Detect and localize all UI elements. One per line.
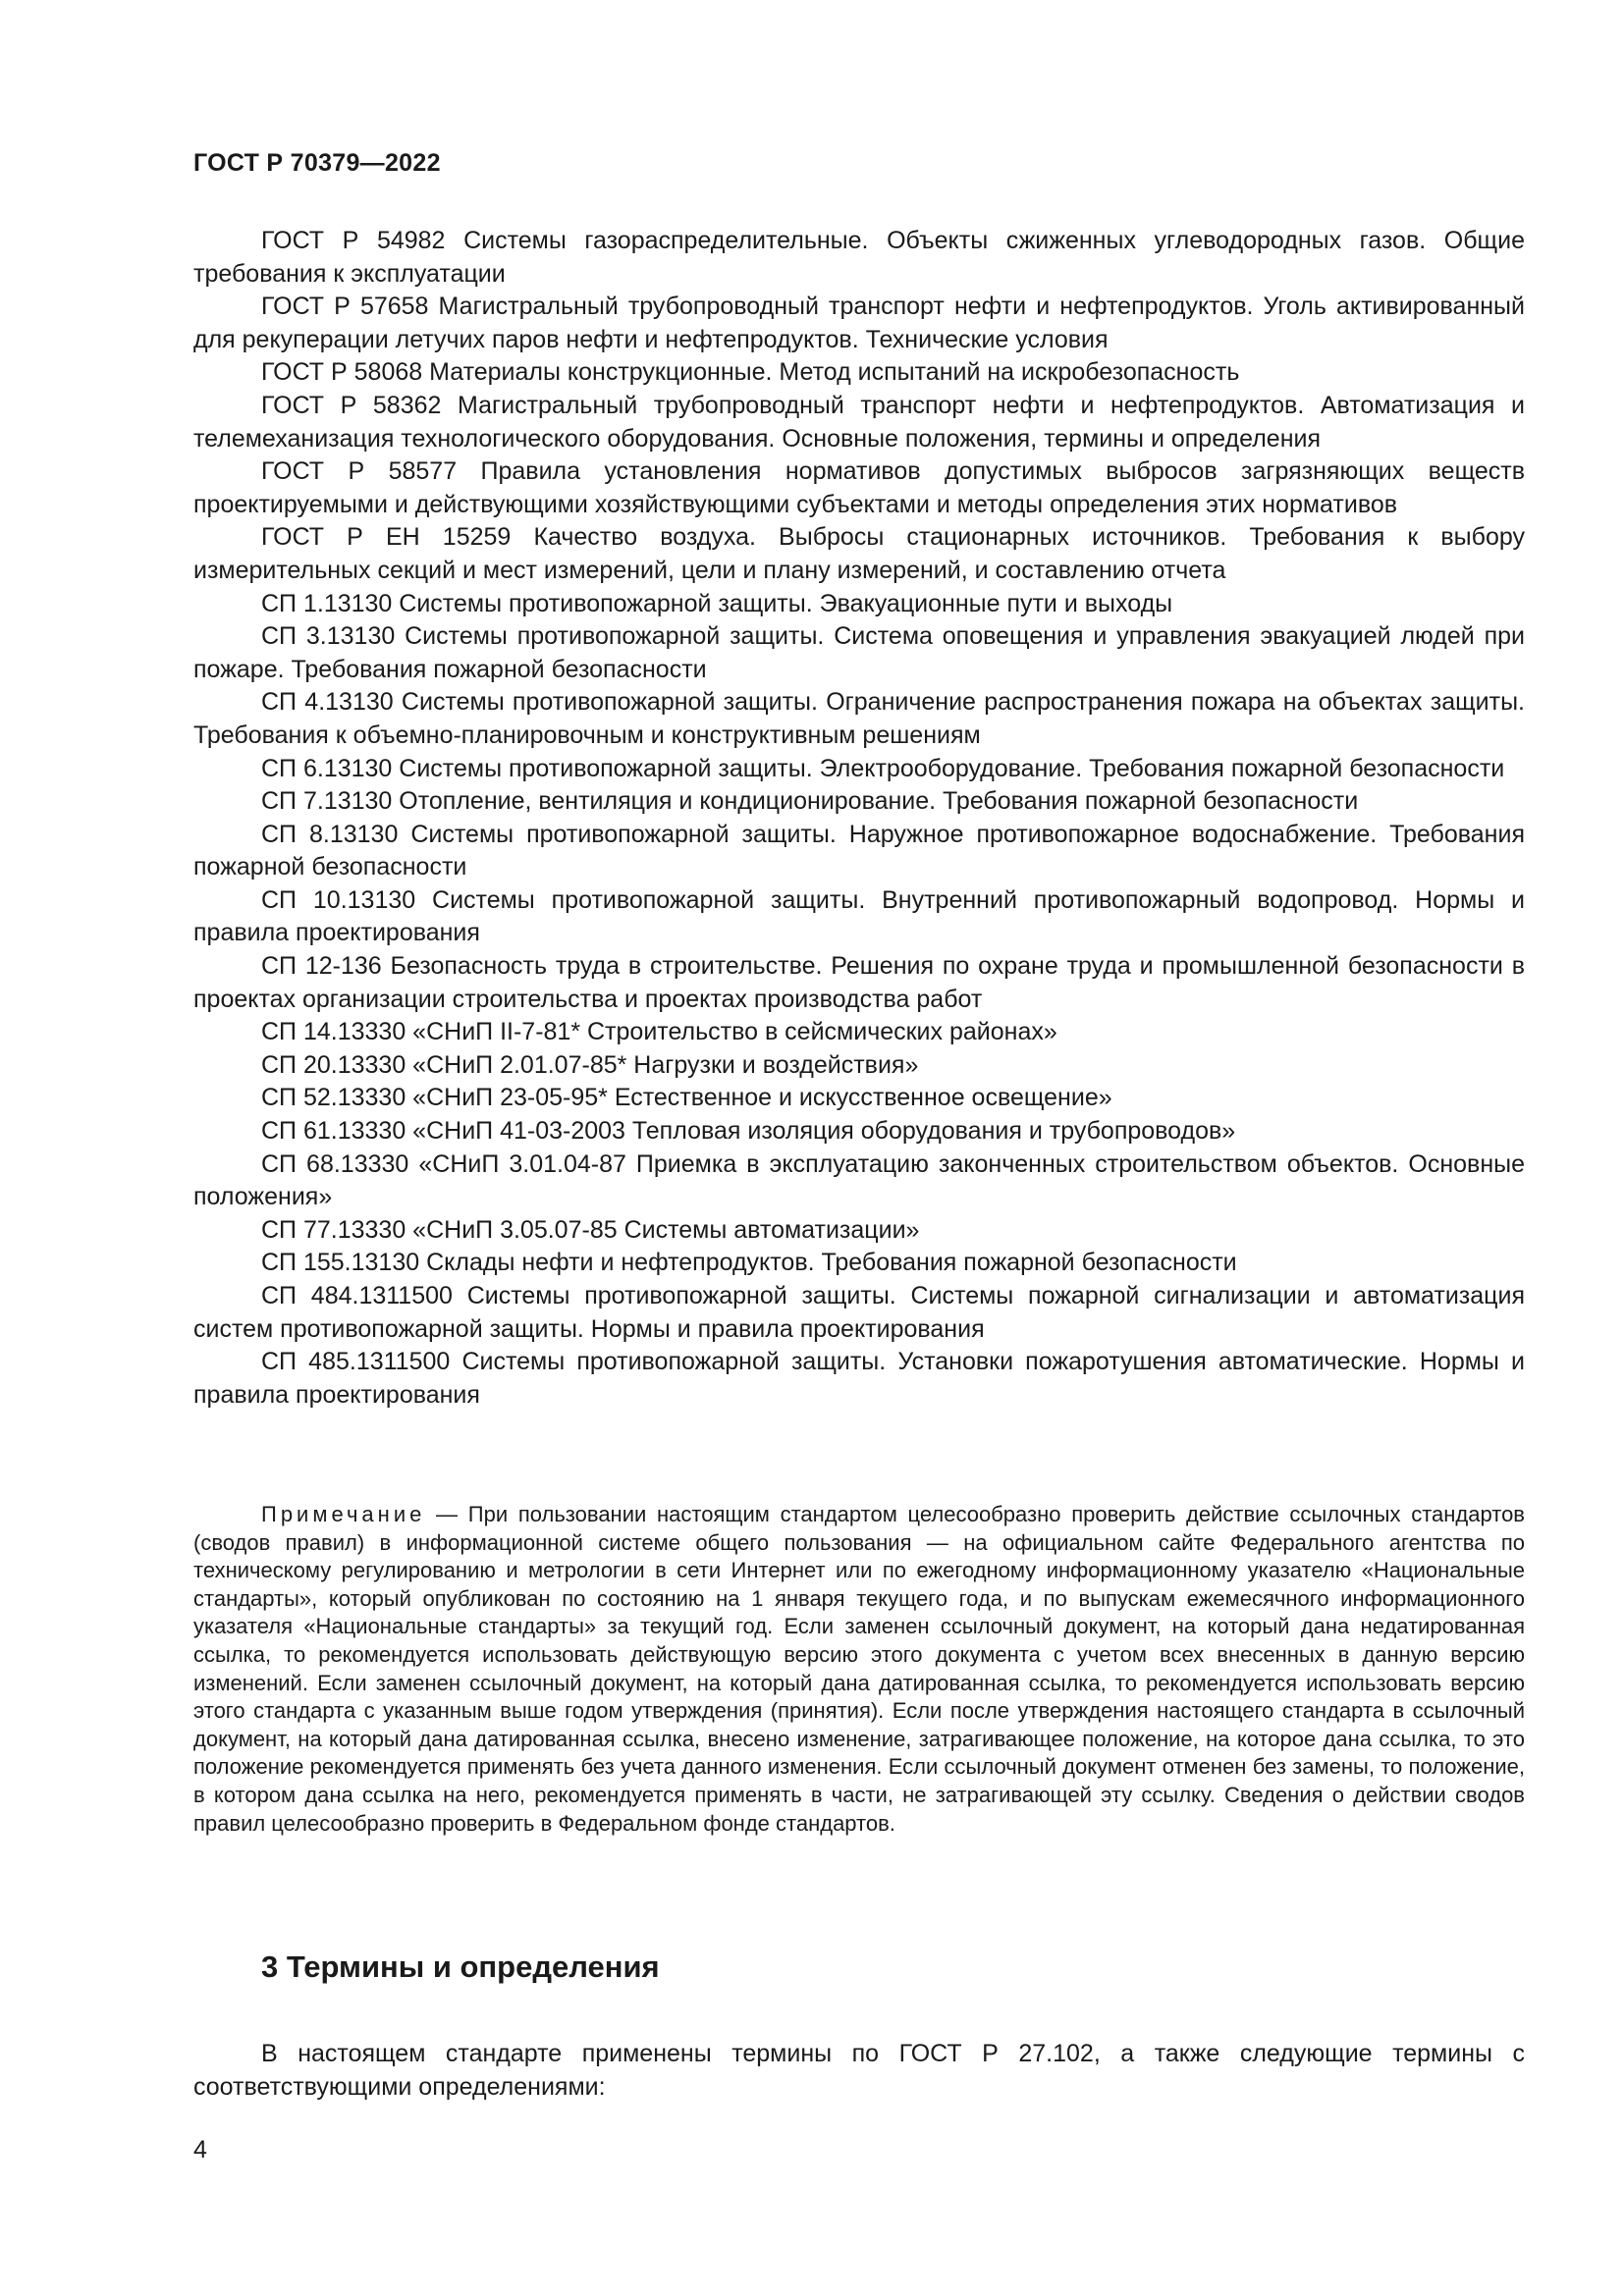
reference-item: СП 10.13130 Системы противопожарной защиты. Внутренний противопожарный водопровод. Нормы и правила проектирования	[193, 885, 1525, 947]
reference-item: СП 6.13130 Системы противопожарной защиты. Электрооборудование. Требования пожарной безопасности	[261, 754, 1505, 782]
reference-item: СП 12-136 Безопасность труда в строительстве. Решения по охране труда и промышленной безопасности в проектах организации строительства и проектах производства работ	[193, 952, 1525, 1013]
page-number: 4	[193, 2136, 207, 2163]
reference-item: СП 61.13330 «СНиП 41-03-2003 Тепловая изоляция оборудования и трубопроводов»	[261, 1117, 1236, 1146]
reference-item: ГОСТ Р 57658 Магистральный трубопроводный транспорт нефти и нефтепродуктов. Уголь активированный для рекуперации летучих паров нефти и нефтепродуктов. Технические условия	[193, 293, 1525, 353]
reference-item: ГОСТ Р 58362 Магистральный трубопроводный транспорт нефти и нефтепродуктов. Автоматизация и телемеханизация технологического оборудования. Основные положения, термины и определения	[193, 391, 1525, 453]
reference-item: СП 8.13130 Системы противопожарной защиты. Наружное противопожарное водоснабжение. Требования пожарной безопасности	[193, 820, 1525, 881]
reference-item: ГОСТ Р 58068 Материалы конструкционные. Метод испытаний на искробезопасность	[261, 358, 1240, 387]
reference-item: СП 77.13330 «СНиП 3.05.07-85 Системы автоматизации»	[261, 1215, 920, 1244]
reference-item: ГОСТ Р 58577 Правила установления нормативов допустимых выбросов загрязняющих веществ проектируемыми и действующими хозяйствующими субъектами и методы определения этих нормативов	[193, 457, 1525, 518]
reference-item: СП 7.13130 Отопление, вентиляция и кондиционирование. Требования пожарной безопасности	[261, 787, 1359, 816]
note-label: Примечание	[261, 1502, 426, 1526]
references-note	[193, 1501, 1525, 1838]
reference-item: СП 4.13130 Системы противопожарной защиты. Ограничение распространения пожара на объектах защиты. Требования к объемно-планировочным и конструктивным решениям	[193, 688, 1525, 749]
reference-item: СП 52.13330 «СНиП 23-05-95* Естественное и искусственное освещение»	[261, 1084, 1112, 1112]
reference-item: ГОСТ Р 54982 Системы газораспределительные. Объекты сжиженных углеводородных газов. Общие требования к эксплуатации	[193, 227, 1525, 288]
reference-item: СП 484.1311500 Системы противопожарной защиты. Системы пожарной сигнализации и автоматизация систем противопожарной защиты. Нормы и правила проектирования	[193, 1282, 1525, 1343]
reference-item: СП 155.13130 Склады нефти и нефтепродуктов. Требования пожарной безопасности	[261, 1249, 1237, 1277]
normative-references-list	[193, 225, 1525, 1412]
reference-item: СП 20.13330 «СНиП 2.01.07-85* Нагрузки и воздействия»	[261, 1050, 919, 1079]
reference-item: СП 68.13330 «СНиП 3.01.04-87 Приемка в эксплуатацию законченных строительством объектов. Основные положения»	[193, 1149, 1525, 1211]
section-intro-paragraph: В настоящем стандарте применены термины по ГОСТ Р 27.102, а также следующие термины с соответствующими определениями:	[193, 2040, 1525, 2101]
reference-item: СП 485.1311500 Системы противопожарной защиты. Установки пожаротушения автоматические. Нормы и правила проектирования	[193, 1348, 1525, 1409]
reference-item: СП 14.13330 «СНиП II-7-81* Строительство в сейсмических районах»	[261, 1018, 1057, 1046]
reference-item: СП 1.13130 Системы противопожарной защиты. Эвакуационные пути и выходы	[261, 589, 1173, 617]
reference-item: ГОСТ Р ЕН 15259 Качество воздуха. Выбросы стационарных источников. Требования к выбору измерительных секций и мест измерений, цели и плану измерений, и составлению отчета	[193, 523, 1525, 584]
reference-item: СП 3.13130 Системы противопожарной защиты. Система оповещения и управления эвакуацией людей при пожаре. Требования пожарной безопасности	[193, 622, 1525, 683]
section-heading: 3 Термины и определения	[261, 1949, 660, 1984]
note-text: — При пользовании настоящим стандартом целесообразно проверить действие ссылочных стандартов (сводов правил) в информационной системе общего пользования — на официальном сайте Федерального агентства по техническому регулированию и метрологии в сети Интернет или по ежегодному информационному указателю «Национальные стандарты», который опубликован по состоянию на 1 января текущего года, и по выпускам ежемесячного информационного указателя «Национальные стандарты» за текущий год. Если заменен ссылочный документ, на который дана недатированная ссылка, то рекомендуется использовать действующую версию этого документа с учетом всех внесенных в данную версию изменений. Если заменен ссылочный документ, на который дана датированная ссылка, то рекомендуется использовать версию этого стандарта с указанным выше годом утверждения (принятия). Если после утверждения настоящего стандарта в ссылочный документ, на который дана датированная ссылка, внесено изменение, затрагивающее положение, на которое дана ссылка, то это положение рекомендуется применять без учета данного изменения. Если ссылочный документ отменен без замены, то положение, в котором дана ссылка на него, рекомендуется применять в части, не затрагивающей эту ссылку. Сведения о действии сводов правил целесообразно проверить в Федеральном фонде стандартов.	[193, 1502, 1525, 1836]
document-header: ГОСТ Р 70379—2022	[193, 149, 441, 177]
